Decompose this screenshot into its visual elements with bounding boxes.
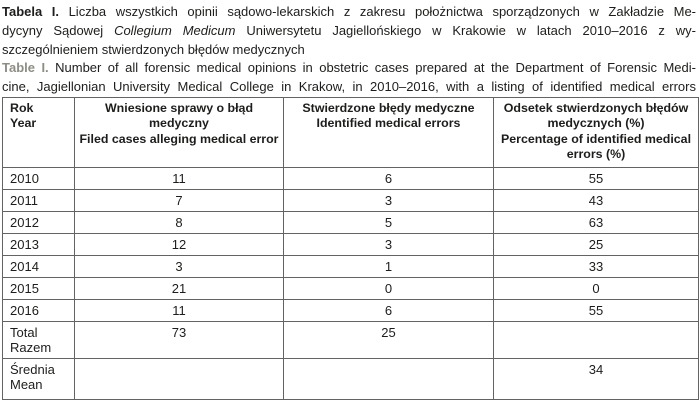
filed-cell: 8 — [75, 211, 284, 233]
year-cell: 2015 — [3, 277, 75, 299]
year-cell: 2012 — [3, 211, 75, 233]
caption-en-text1: Number of all forensic medical opinions in obstetric cases prepared at the Department of Forensic Medi- — [48, 60, 696, 76]
forensic-opinions-table — [2, 97, 699, 400]
identified-cell: 1 — [284, 255, 494, 277]
year-cell: 2013 — [3, 233, 75, 255]
caption-en-label: Table I. — [2, 60, 49, 76]
identified-cell: 5 — [284, 211, 494, 233]
header-filed-cases-pl: Wniesione sprawy o błąd medyczny — [104, 100, 254, 131]
identified-cell: 6 — [284, 299, 494, 321]
header-percentage — [494, 97, 699, 167]
total-filed-cell: 73 — [75, 321, 284, 358]
mean-label-en: Mean — [10, 377, 43, 393]
percent-cell: 33 — [494, 255, 699, 277]
percent-cell: 25 — [494, 233, 699, 255]
percent-cell: 63 — [494, 211, 699, 233]
filed-cell: 3 — [75, 255, 284, 277]
caption-en-line2 — [2, 78, 696, 97]
table-row-mean — [3, 358, 699, 399]
header-row — [3, 97, 699, 167]
year-cell: 2010 — [3, 167, 75, 189]
mean-label-cell — [3, 358, 75, 399]
caption-pl-text3: szczególnieniem stwierdzonych błędów medycznych — [2, 41, 305, 57]
identified-cell: 3 — [284, 233, 494, 255]
table-row-total — [3, 321, 699, 358]
header-year-pl: Rok — [10, 100, 34, 115]
total-percent-cell — [494, 321, 699, 358]
caption-en-line1 — [2, 59, 696, 78]
filed-cell: 21 — [75, 277, 284, 299]
caption-pl-line3 — [2, 41, 696, 60]
table-row-2010 — [3, 167, 699, 189]
header-identified-errors — [284, 97, 494, 167]
total-label-cell — [3, 321, 75, 358]
total-identified-cell: 25 — [284, 321, 494, 358]
percent-cell: 0 — [494, 277, 699, 299]
header-identified-errors-en: Identified medical errors — [316, 116, 461, 131]
header-filed-cases-en: Filed cases alleging medical error — [79, 131, 279, 146]
filed-cell: 11 — [75, 167, 284, 189]
filed-cell: 7 — [75, 189, 284, 211]
total-label-en: Total — [10, 324, 38, 340]
identified-cell: 3 — [284, 189, 494, 211]
header-filed-cases — [75, 97, 284, 167]
year-cell: 2011 — [3, 189, 75, 211]
identified-cell: 0 — [284, 277, 494, 299]
filed-cell: 11 — [75, 299, 284, 321]
table-row-2015 — [3, 277, 699, 299]
caption-pl-text1: Liczba wszystkich opinii sądowo-lekarskich z zakresu położnictwa sporządzonych w Zakładzie Me- — [59, 4, 696, 19]
table-row-2012 — [3, 211, 699, 233]
header-identified-errors-pl: Stwierdzone błędy medyczne — [302, 100, 475, 115]
mean-percent-cell: 34 — [494, 358, 699, 399]
caption-pl-line1 — [2, 3, 696, 22]
identified-cell: 6 — [284, 167, 494, 189]
filed-cell: 12 — [75, 233, 284, 255]
percent-cell: 55 — [494, 299, 699, 321]
percent-cell: 55 — [494, 167, 699, 189]
caption-pl-latin-name: Collegium Medicum — [114, 22, 236, 38]
table-row-2014 — [3, 255, 699, 277]
caption-pl-line2 — [2, 22, 696, 41]
header-year-en: Year — [10, 116, 37, 131]
mean-label-pl: Średnia — [10, 361, 55, 377]
caption-pl-text2a: dycyny Sądowej — [2, 22, 115, 38]
table-row-2013 — [3, 233, 699, 255]
year-cell: 2016 — [3, 299, 75, 321]
table-caption — [0, 0, 699, 97]
total-label-pl: Razem — [10, 340, 52, 356]
table-row-2016 — [3, 299, 699, 321]
caption-pl-text2b: Uniwersytetu Jagiellońskiego w Krakowie w latach 2010–2016 z wy- — [235, 22, 696, 38]
mean-identified-cell — [284, 358, 494, 399]
header-year — [3, 97, 75, 167]
mean-filed-cell — [75, 358, 284, 399]
caption-en-text2: cine, Jagiellonian University Medical College in Krakow, in 2010–2016, with a listing of identified medical errors — [2, 79, 696, 95]
table-row-2011 — [3, 189, 699, 211]
header-percentage-en: Percentage of identified medical errors (%) — [500, 131, 692, 162]
year-cell: 2014 — [3, 255, 75, 277]
percent-cell: 43 — [494, 189, 699, 211]
caption-pl-label: Tabela I. — [2, 4, 60, 19]
header-percentage-pl: Odsetek stwierdzonych błędów medycznych (%) — [503, 100, 689, 131]
